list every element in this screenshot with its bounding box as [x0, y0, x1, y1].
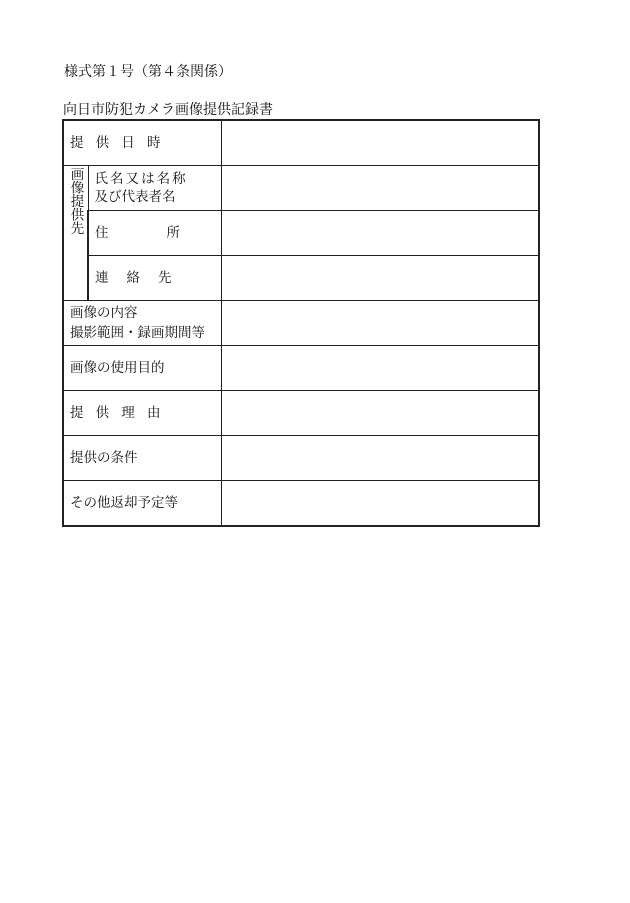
recipient-address-label-b: 所 [166, 225, 180, 241]
recipient-address-label [88, 211, 221, 256]
form-number: 様式第１号（第４条関係） [64, 64, 232, 80]
provision-reason-value[interactable] [221, 391, 539, 436]
row-image-content [63, 301, 539, 346]
recipient-contact-value[interactable] [221, 256, 539, 301]
provision-date-value[interactable] [221, 120, 539, 166]
recipient-address-label-a: 住 [95, 225, 109, 241]
provision-conditions-value[interactable] [221, 436, 539, 481]
recipient-name-label [88, 166, 221, 211]
row-provision-conditions [63, 436, 539, 481]
image-content-value[interactable] [221, 301, 539, 346]
provision-date-label: 提供日時 [63, 120, 221, 166]
document-title: 向日市防犯カメラ画像提供記録書 [63, 102, 273, 118]
row-provision-reason [63, 391, 539, 436]
other-return-label: その他返却予定等 [63, 481, 221, 527]
record-table [62, 119, 540, 527]
usage-purpose-value[interactable] [221, 346, 539, 391]
recipient-group-label: 画像提供先 [67, 167, 84, 235]
row-recipient-contact [63, 256, 539, 301]
provision-reason-label: 提供理由 [63, 391, 221, 436]
recipient-address-value[interactable] [221, 211, 539, 256]
image-content-label-line1: 画像の内容 [70, 305, 138, 321]
recipient-group-cell [63, 166, 88, 301]
recipient-name-label-line2: 及び代表者名 [94, 189, 176, 205]
row-recipient-address [63, 211, 539, 256]
recipient-contact-label-c: 先 [158, 270, 172, 286]
row-usage-purpose [63, 346, 539, 391]
usage-purpose-label: 画像の使用目的 [63, 346, 221, 391]
recipient-contact-label-b: 絡 [126, 270, 140, 286]
other-return-value[interactable] [221, 481, 539, 527]
recipient-name-value[interactable] [221, 166, 539, 211]
recipient-contact-label-a: 連 [95, 270, 109, 286]
image-content-label [63, 301, 221, 346]
recipient-name-label-line1: 氏名又は名称 [94, 171, 188, 187]
provision-conditions-label: 提供の条件 [63, 436, 221, 481]
row-other-return [63, 481, 539, 527]
row-provision-date [63, 120, 539, 166]
recipient-contact-label [88, 256, 221, 301]
image-content-label-line2: 撮影範囲・録画期間等 [70, 325, 205, 341]
row-recipient-name [63, 166, 539, 211]
